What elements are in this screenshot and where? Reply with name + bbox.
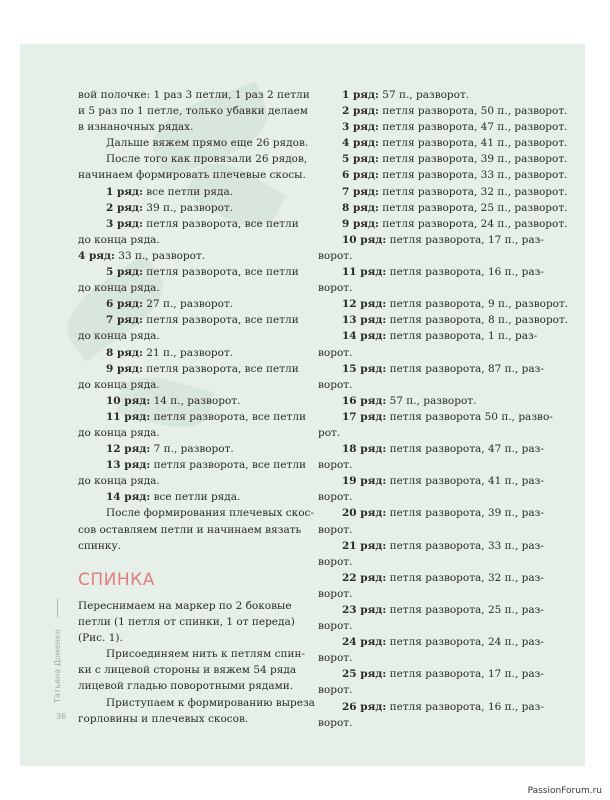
text-line: [318, 505, 558, 521]
line-text: петля разворота, 87 п., раз-: [386, 362, 544, 375]
line-text: до конца ряда.: [78, 426, 160, 439]
text-line: [318, 296, 569, 312]
row-label: 2 ряд:: [106, 201, 143, 214]
row-label: 2 ряд:: [342, 105, 379, 118]
text-line: [78, 328, 308, 344]
text-line: [318, 328, 558, 344]
text-line: [78, 361, 308, 377]
line-text: вой полочке: 1 раз 3 петли, 1 раз 2 петли: [78, 89, 310, 101]
text-line: [318, 699, 558, 715]
line-text: 39 п., разворот.: [142, 201, 234, 214]
line-text: петля разворота, 47 п., раз-: [386, 443, 544, 456]
row-label: 10 ряд:: [106, 394, 151, 407]
line-text: петля разворота, все петли: [142, 314, 299, 327]
row-label: 3 ряд:: [106, 217, 143, 230]
line-text: 27 п., разворот.: [142, 298, 234, 311]
line-text: петля разворота, 17 п., раз-: [386, 668, 544, 681]
watermark: PassionForum.ru: [527, 786, 602, 796]
text-line: [78, 457, 308, 473]
text-line: [78, 135, 308, 151]
text-line: [78, 711, 308, 727]
text-line: [318, 167, 568, 183]
line-text: петля разворота, 25 п., разворот.: [378, 201, 568, 214]
row-label: 21 ряд:: [342, 539, 387, 552]
row-label: 6 ряд:: [106, 298, 143, 311]
line-text: Присоединяем нить к петлям спин-: [106, 648, 306, 661]
text-line: [318, 538, 558, 554]
text-line: [78, 393, 308, 409]
line-text: до конца ряда.: [78, 330, 160, 343]
text-line: [318, 232, 558, 248]
line-text: до конца ряда.: [78, 475, 160, 488]
line-text: Дальше вяжем прямо еще 26 рядов.: [106, 137, 309, 150]
text-line: [78, 200, 308, 216]
text-line: [318, 570, 558, 586]
row-label: 1 ряд:: [342, 89, 379, 101]
line-text: до конца ряда.: [78, 378, 160, 391]
line-text: и 5 раз по 1 петле, только убавки делаем: [78, 105, 308, 118]
text-line: [318, 345, 558, 361]
text-line: [78, 232, 308, 248]
text-line: [78, 216, 308, 232]
row-label: 4 ряд:: [342, 137, 379, 150]
line-text: ворот.: [318, 620, 353, 633]
text-line: [78, 280, 308, 296]
text-line: [318, 425, 558, 441]
line-text: ворот.: [318, 587, 353, 600]
text-line: [318, 457, 558, 473]
line-text: рот.: [318, 426, 341, 439]
line-text: петля разворота, 41 п., разворот.: [378, 137, 568, 150]
line-text: лицевой гладью поворотными рядами.: [78, 680, 294, 693]
row-label: 11 ряд:: [342, 266, 387, 279]
text-line: [318, 361, 558, 377]
row-label: 5 ряд:: [106, 266, 143, 279]
text-line: [78, 103, 308, 119]
text-line: [318, 489, 558, 505]
text-line: [318, 441, 558, 457]
row-label: 1 ряд:: [106, 185, 143, 198]
row-label: 14 ряд:: [342, 330, 387, 343]
text-line: [318, 618, 558, 634]
line-text: до конца ряда.: [78, 282, 160, 295]
text-line: [78, 119, 308, 135]
text-line: [78, 312, 308, 328]
line-text: петля разворота, 47 п., разворот.: [378, 121, 568, 134]
line-text: Переснимаем на маркер по 2 боковые: [78, 600, 292, 612]
text-line: [78, 264, 308, 280]
text-line: [318, 216, 568, 232]
line-text: петля разворота, 24 п., раз-: [386, 636, 544, 649]
line-text: ворот.: [318, 282, 353, 295]
text-line: [318, 200, 568, 216]
text-line: [318, 650, 558, 666]
text-line: [318, 634, 558, 650]
left-column-section: [78, 598, 315, 727]
line-text: петля разворота, 16 п., раз-: [386, 700, 544, 713]
line-text: ворот.: [318, 523, 353, 536]
line-text: ворот.: [318, 459, 353, 472]
line-text: до конца ряда.: [78, 233, 160, 246]
row-label: 25 ряд:: [342, 668, 387, 681]
row-label: 12 ряд:: [342, 298, 387, 311]
author-name: Татьяна Доменко: [53, 629, 62, 703]
text-line: [318, 87, 558, 103]
row-label: 18 ряд:: [342, 443, 387, 456]
text-line: [78, 409, 308, 425]
text-line: [318, 119, 568, 135]
text-line: [78, 505, 314, 521]
text-line: [318, 473, 558, 489]
line-text: петля разворота, 17 п., раз-: [386, 233, 544, 246]
text-line: [318, 586, 558, 602]
text-line: [318, 602, 558, 618]
text-line: [78, 248, 308, 264]
line-text: ворот.: [318, 716, 353, 729]
line-text: петля разворота, 9 п., разворот.: [386, 298, 569, 311]
line-text: петля разворота 50 п., разво-: [386, 410, 553, 423]
row-label: 23 ряд:: [342, 604, 387, 616]
text-line: [78, 614, 308, 630]
text-line: [318, 184, 568, 200]
text-line: [78, 473, 308, 489]
text-line: [78, 646, 308, 662]
line-text: петля разворота, 32 п., разворот.: [378, 185, 568, 198]
line-text: все петли ряда.: [150, 491, 241, 504]
text-line: [78, 151, 308, 167]
line-text: все петли ряда.: [142, 185, 234, 198]
row-label: 24 ряд:: [342, 636, 387, 649]
row-label: 12 ряд:: [106, 443, 151, 456]
text-line: [78, 167, 308, 183]
line-text: петля разворота, все петли: [142, 362, 299, 375]
line-text: ворот.: [318, 491, 353, 504]
row-label: 13 ряд:: [106, 459, 151, 472]
text-line: [78, 630, 308, 646]
line-text: ворот.: [318, 249, 353, 262]
line-text: петля разворота, 33 п., раз-: [386, 539, 544, 552]
text-line: [318, 103, 568, 119]
row-label: 5 ряд:: [342, 153, 379, 166]
line-text: петли (1 петля от спинки, 1 от переда): [78, 616, 295, 629]
line-text: петля разворота, все петли: [142, 217, 299, 230]
line-text: спинку.: [78, 539, 121, 552]
row-label: 7 ряд:: [342, 185, 379, 198]
row-label: 15 ряд:: [342, 362, 387, 375]
row-label: 6 ряд:: [342, 169, 379, 182]
text-line: [78, 425, 308, 441]
row-label: 20 ряд:: [342, 507, 387, 520]
text-line: [318, 522, 558, 538]
row-label: 22 ряд:: [342, 571, 387, 584]
text-line: [78, 598, 308, 614]
row-label: 8 ряд:: [342, 201, 379, 214]
side-line: [57, 598, 58, 618]
line-text: 57 п., разворот.: [378, 89, 470, 101]
text-line: [318, 666, 558, 682]
row-label: 13 ряд:: [342, 314, 387, 327]
text-line: [78, 522, 308, 538]
section-heading: СПИНКА: [78, 570, 155, 590]
row-label: 14 ряд:: [106, 491, 151, 504]
line-text: петля разворота, 25 п., раз-: [386, 604, 544, 616]
line-text: петля разворота, 33 п., разворот.: [378, 169, 568, 182]
line-text: петля разворота, 8 п., разворот.: [386, 314, 569, 327]
text-line: [78, 538, 308, 554]
line-text: петля разворота, 41 п., раз-: [386, 475, 544, 488]
line-text: петля разворота, все петли: [150, 410, 307, 423]
line-text: петля разворота, 16 п., раз-: [386, 266, 544, 279]
row-label: 26 ряд:: [342, 700, 387, 713]
line-text: петля разворота, 50 п., разворот.: [378, 105, 568, 118]
text-line: [318, 280, 558, 296]
row-label: 10 ряд:: [342, 233, 387, 246]
text-line: [318, 264, 558, 280]
row-label: 17 ряд:: [342, 410, 387, 423]
text-line: [78, 87, 308, 103]
left-column: [78, 87, 314, 554]
row-label: 7 ряд:: [106, 314, 143, 327]
line-text: 21 п., разворот.: [142, 346, 234, 359]
text-line: [78, 695, 315, 711]
text-line: [318, 151, 568, 167]
text-line: [78, 662, 308, 678]
line-text: ворот.: [318, 555, 353, 568]
line-text: После того как провязали 26 рядов,: [106, 153, 308, 166]
text-line: [78, 441, 308, 457]
right-column: [318, 87, 569, 731]
line-text: петля разворота, 39 п., раз-: [386, 507, 544, 520]
text-line: [78, 296, 308, 312]
line-text: ворот.: [318, 652, 353, 665]
text-line: [78, 184, 308, 200]
row-label: 9 ряд:: [106, 362, 143, 375]
line-text: ворот.: [318, 684, 353, 697]
text-line: [318, 312, 569, 328]
text-line: [318, 554, 558, 570]
line-text: петля разворота, 32 п., раз-: [386, 571, 544, 584]
line-text: начинаем формировать плечевые скосы.: [78, 169, 306, 182]
line-text: (Рис. 1).: [78, 632, 123, 645]
text-line: [318, 135, 568, 151]
line-text: петля разворота, все петли: [150, 459, 307, 472]
line-text: петля разворота, все петли: [142, 266, 299, 279]
row-label: 4 ряд:: [78, 249, 115, 262]
row-label: 11 ряд:: [106, 410, 151, 423]
line-text: ворот.: [318, 378, 353, 391]
line-text: петля разворота, 24 п., разворот.: [378, 217, 568, 230]
text-line: [78, 678, 308, 694]
line-text: петля разворота, 39 п., разворот.: [378, 153, 568, 166]
line-text: в изнаночных рядах.: [78, 121, 194, 134]
row-label: 8 ряд:: [106, 346, 143, 359]
text-line: [78, 377, 308, 393]
line-text: 57 п., разворот.: [386, 394, 477, 407]
text-line: [78, 345, 308, 361]
line-text: 7 п., разворот.: [150, 443, 234, 456]
line-text: сов оставляем петли и начинаем вязать: [78, 523, 302, 536]
text-line: [318, 377, 558, 393]
text-line: [318, 409, 558, 425]
text-line: [318, 248, 558, 264]
line-text: После формирования плечевых скос-: [106, 507, 314, 520]
row-label: 3 ряд:: [342, 121, 379, 134]
row-label: 16 ряд:: [342, 394, 387, 407]
line-text: горловины и плечевых скосов.: [78, 712, 249, 725]
line-text: 33 п., разворот.: [114, 249, 206, 262]
text-line: [78, 489, 308, 505]
page-number: 36: [56, 712, 67, 721]
line-text: Приступаем к формированию выреза: [106, 696, 315, 709]
line-text: ки с лицевой стороны и вяжем 54 ряда: [78, 664, 297, 677]
text-line: [318, 682, 558, 698]
text-line: [318, 393, 558, 409]
text-line: [318, 715, 558, 731]
line-text: 14 п., разворот.: [150, 394, 241, 407]
row-label: 9 ряд:: [342, 217, 379, 230]
row-label: 19 ряд:: [342, 475, 387, 488]
line-text: ворот.: [318, 346, 353, 359]
line-text: петля разворота, 1 п., раз-: [386, 330, 538, 343]
